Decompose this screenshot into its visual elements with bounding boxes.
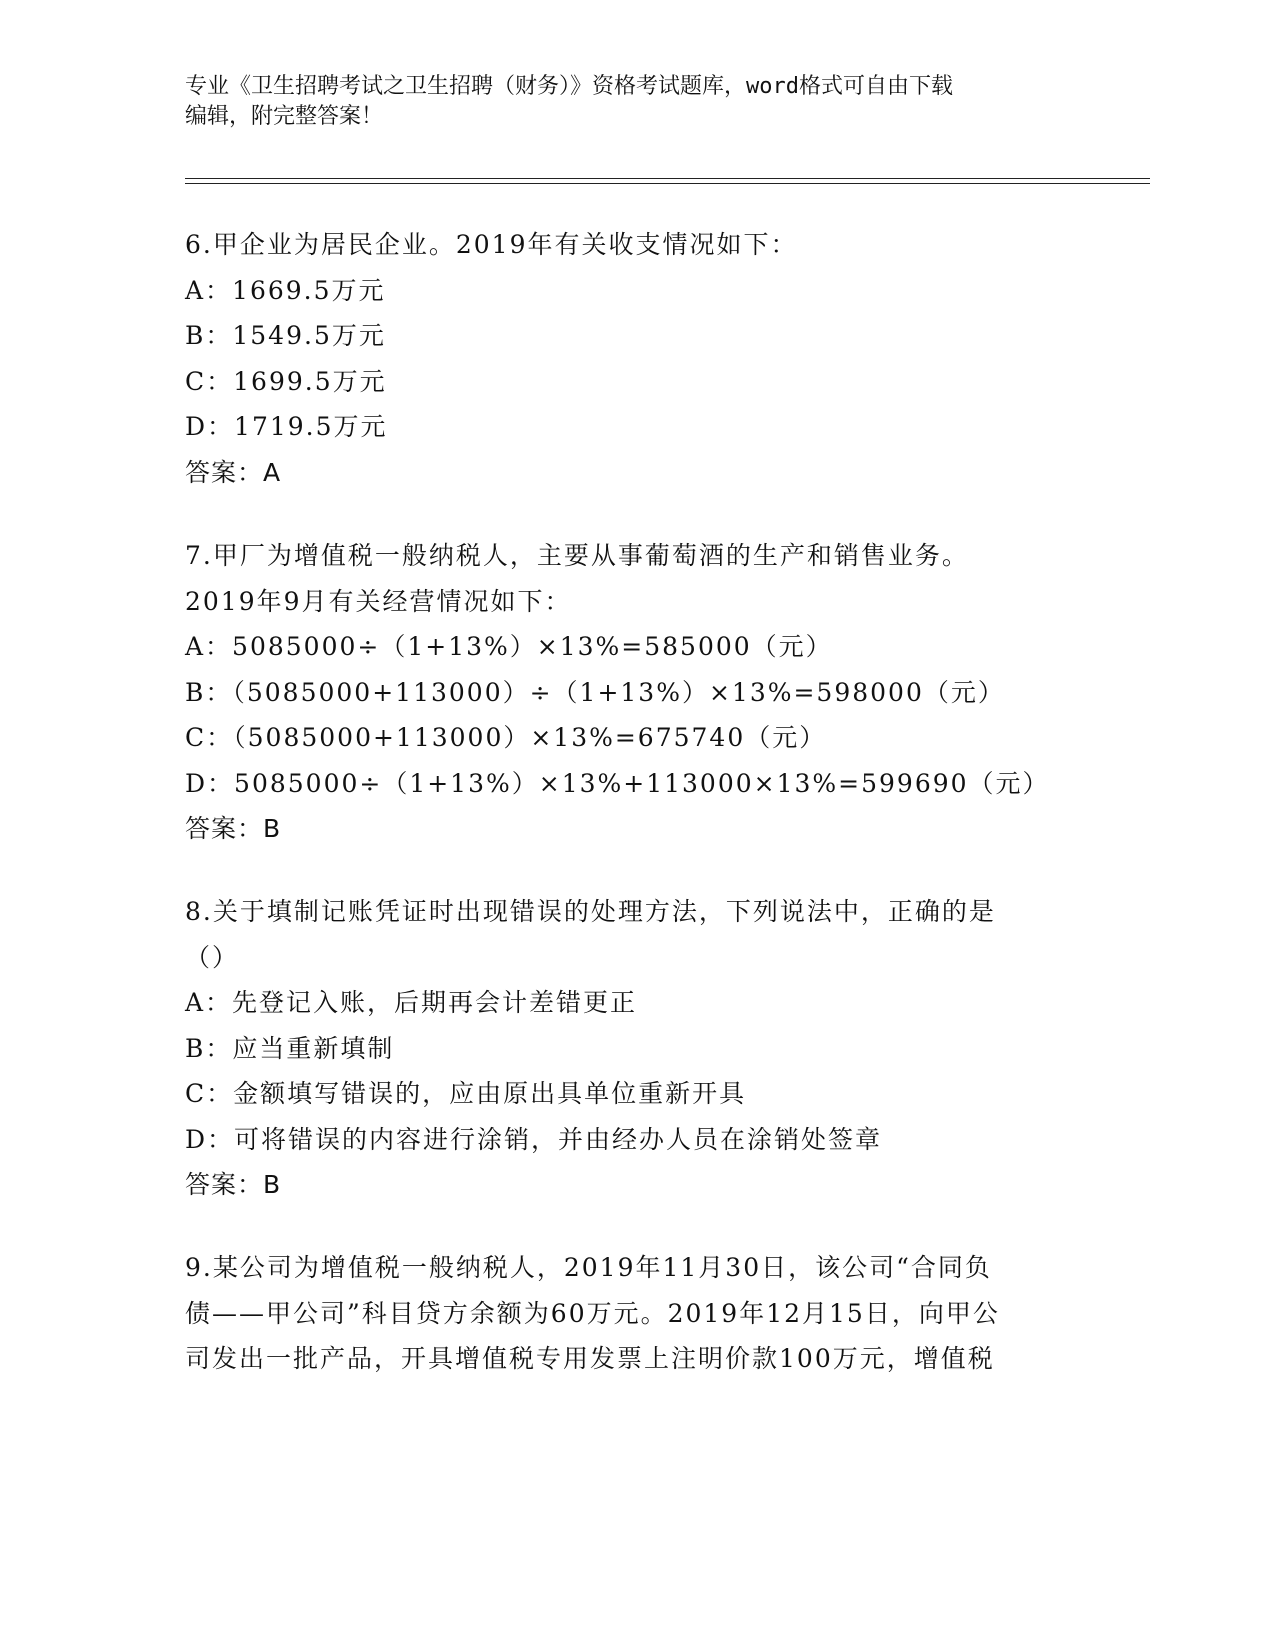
question-7 <box>185 533 1085 852</box>
option-d: D：可将错误的内容进行涂销，并由经办人员在涂销处签章 <box>185 1124 883 1154</box>
header-divider-bottom <box>185 183 1150 184</box>
question-stem: 9.某公司为增值税一般纳税人，2019年11月30日，该公司“合同负 <box>185 1253 992 1282</box>
question-stem: 7.甲厂为增值税一般纳税人，主要从事葡萄酒的生产和销售业务。 <box>185 541 969 570</box>
option-a: A：5085000÷（1+13%）×13%=585000（元） <box>185 632 833 661</box>
question-stem-continued: 2019年9月有关经营情况如下： <box>185 586 572 616</box>
answer-line: 答案：B <box>185 1170 282 1199</box>
question-stem-continued: 司发出一批产品，开具增值税专用发票上注明价款100万元，增值税 <box>185 1344 995 1373</box>
document-header <box>185 72 1085 132</box>
option-b: B：（5085000+113000）÷（1+13%）×13%=598000（元） <box>185 677 1005 707</box>
question-6 <box>185 222 1085 495</box>
option-d: D：5085000÷（1+13%）×13%+113000×13%=599690（元） <box>185 768 1050 798</box>
option-a: A：先登记入账，后期再会计差错更正 <box>185 988 638 1017</box>
header-divider-top <box>185 178 1150 179</box>
option-d: D：1719.5万元 <box>185 412 388 441</box>
option-c: C：金额填写错误的，应由原出具单位重新开具 <box>185 1079 747 1108</box>
option-b: B：1549.5万元 <box>185 321 386 350</box>
answer-line: 答案：A <box>185 457 282 487</box>
question-stem: 8.关于填制记账凭证时出现错误的处理方法，下列说法中，正确的是 <box>185 897 996 926</box>
option-c: C：1699.5万元 <box>185 366 387 396</box>
question-stem: 6.甲企业为居民企业。2019年有关收支情况如下： <box>185 230 798 259</box>
header-line-2: 编辑，附完整答案！ <box>185 104 384 129</box>
question-stem-continued: 债——甲公司”科目贷方余额为60万元。2019年12月15日，向甲公 <box>185 1298 1000 1328</box>
header-line-1: 专业《卫生招聘考试之卫生招聘（财务）》资格考试题库，word格式可自由下载 <box>185 74 953 99</box>
question-stem-continued: （） <box>185 942 240 972</box>
option-c: C：（5085000+113000）×13%=675740（元） <box>185 723 827 752</box>
option-a: A：1669.5万元 <box>185 275 386 305</box>
option-b: B：应当重新填制 <box>185 1033 395 1063</box>
question-8 <box>185 889 1085 1208</box>
answer-line: 答案：B <box>185 814 282 843</box>
question-9 <box>185 1245 1085 1382</box>
